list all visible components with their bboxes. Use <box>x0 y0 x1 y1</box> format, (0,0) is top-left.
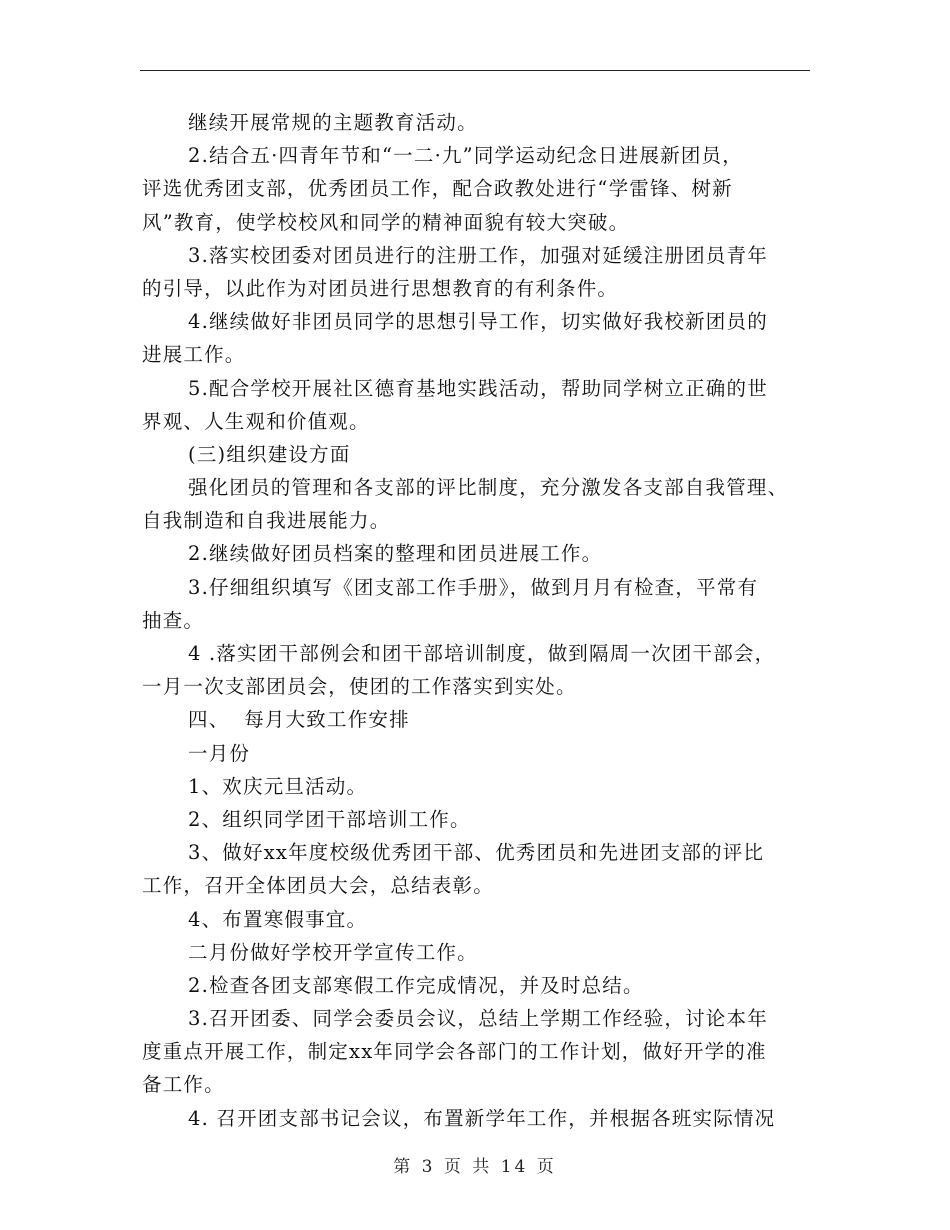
text-line: 继续开展常规的主题教育活动。 <box>188 111 478 134</box>
text-line: 3.仔细组织填写《团支部工作手册》，做到月月有检查，平常有 <box>188 575 759 599</box>
text-line: 4. 召开团支部书记会议，布置新学年工作，并根据各班实际情况 <box>188 1106 776 1130</box>
text-line: 2、组织同学团干部培训工作。 <box>188 807 471 831</box>
text-line: 一月一次支部团员会，使团的工作落实到实处。 <box>142 675 577 699</box>
text-line: 2.结合五·四青年节和“一二·九”同学运动纪念日进展新团员， <box>188 144 743 168</box>
text-line: 自我制造和自我进展能力。 <box>142 509 391 533</box>
text-line: 强化团员的管理和各支部的评比制度，充分激发各支部自我管理、 <box>188 476 789 500</box>
text-line: 2.检查各团支部寒假工作完成情况，并及时总结。 <box>188 973 644 997</box>
text-line: 抽查。 <box>142 608 205 632</box>
text-line: 4.继续做好非团员同学的思想引导工作，切实做好我校新团员的 <box>188 310 768 334</box>
text-line: 工作，召开全体团员大会，总结表彰。 <box>142 874 494 898</box>
text-line: 1、欢庆元旦活动。 <box>188 774 368 798</box>
text-line: (三)组织建设方面 <box>188 442 351 466</box>
text-line: 4、布置寒假事宜。 <box>188 907 368 931</box>
text-line: 风”教育，使学校校风和同学的精神面貌有较大突破。 <box>142 210 630 234</box>
text-line: 3、做好xx年度校级优秀团干部、优秀团员和先进团支部的评比 <box>188 841 765 865</box>
text-line: 5.配合学校开展社区德育基地实践活动，帮助同学树立正确的世 <box>188 376 768 400</box>
document-body <box>142 106 814 1135</box>
page-footer: 第 3 页 共 14 页 <box>393 1157 557 1177</box>
text-line: 4 .落实团干部例会和团干部培训制度，做到隔周一次团干部会， <box>188 642 776 665</box>
text-line: 评选优秀团支部，优秀团员工作，配合政教处进行“学雷锋、树新 <box>142 177 733 201</box>
text-line: 进展工作。 <box>142 343 246 367</box>
header-rule <box>140 70 810 71</box>
text-line: 3.落实校团委对团员进行的注册工作，加强对延缓注册团员青年 <box>188 243 768 267</box>
text-line: 一月份 <box>188 741 251 765</box>
text-line: 备工作。 <box>142 1073 225 1097</box>
text-line: 二月份做好学校开学宣传工作。 <box>188 940 478 964</box>
text-line: 的引导，以此作为对团员进行思想教育的有利条件。 <box>142 276 619 300</box>
text-line: 四、 每月大致工作安排 <box>188 708 410 732</box>
text-line: 2.继续做好团员档案的整理和团员进展工作。 <box>188 542 603 566</box>
text-line: 度重点开展工作，制定xx年同学会各部门的工作计划，做好开学的准 <box>142 1040 767 1064</box>
text-line: 3.召开团委、同学会委员会议，总结上学期工作经验，讨论本年 <box>188 1007 768 1031</box>
text-line: 界观、人生观和价值观。 <box>142 409 370 433</box>
